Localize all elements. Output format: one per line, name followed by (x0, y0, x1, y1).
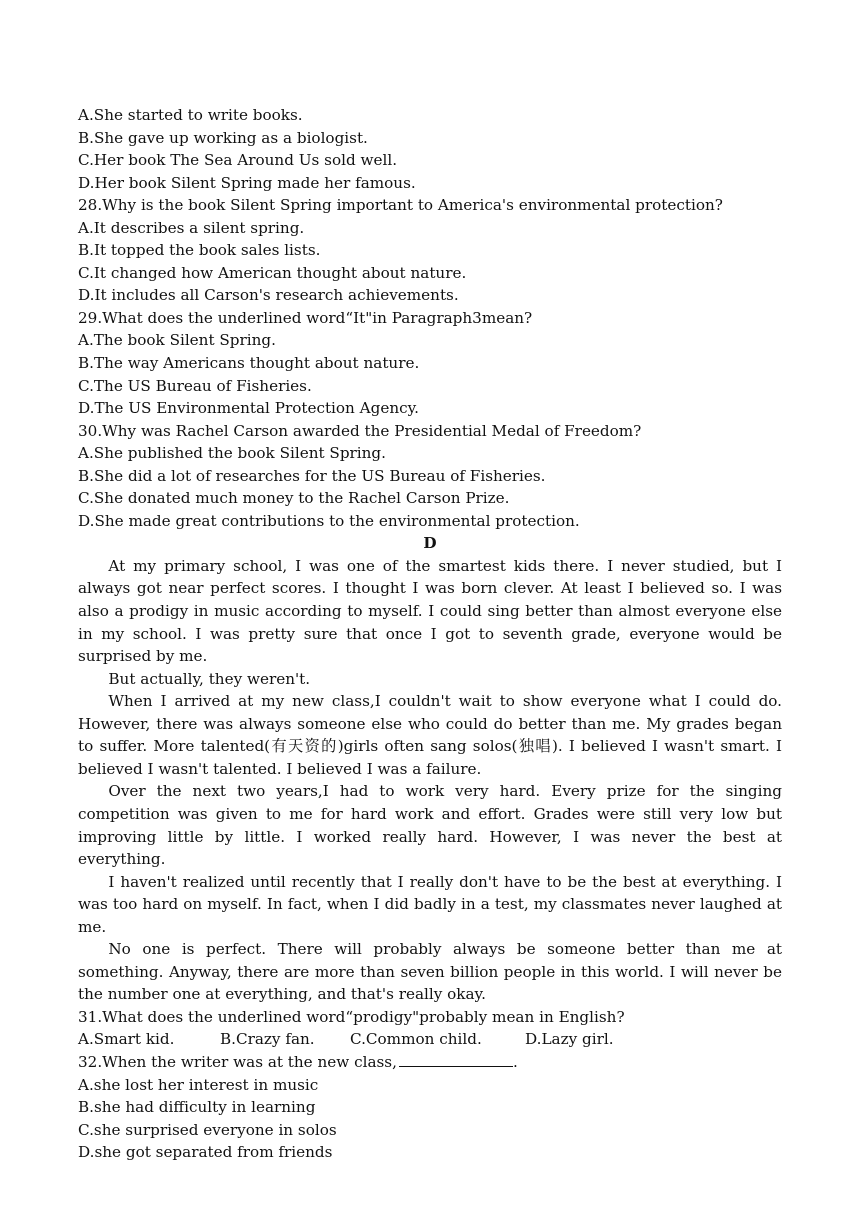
passage-paragraph: Over the next two years,I had to work very hard. Every prize for the singing competition was given to me for hard work and effort. Grades were still very low but improving little by little. I worked really hard. However, I was never the best at everything. (78, 782, 782, 869)
passage-paragraph: When I arrived at my new class,I couldn't wait to show everyone what I could do. However, there was always someone else who could do better than me. My grades began to suffer. More talented(有天资的)girls often sang solos(独唱). I believed I wasn't smart. I believed I wasn't talented. I believed I was a failure. (78, 692, 782, 778)
q28-option-b: B.It topped the book sales lists. (78, 241, 321, 260)
q27-option-c: C.Her book The Sea Around Us sold well. (78, 151, 398, 170)
question-31 (78, 1006, 782, 1051)
q29-option-c: C.The US Bureau of Fisheries. (78, 376, 312, 395)
exam-page (78, 104, 782, 1164)
passage-d (78, 555, 782, 1006)
q31-option-d: D.Lazy girl. (525, 1030, 614, 1049)
q28-option-d: D.It includes all Carson's research achievements. (78, 286, 459, 305)
q27-options (78, 104, 782, 194)
question-32 (78, 1051, 782, 1164)
q30-text: 30.Why was Rachel Carson awarded the Presidential Medal of Freedom? (78, 421, 642, 440)
q30-option-d: D.She made great contributions to the environmental protection. (78, 511, 580, 530)
q29-text: 29.What does the underlined word“It"in Paragraph3mean? (78, 308, 533, 327)
q32-option-d: D.she got separated from friends (78, 1143, 333, 1162)
section-d-title: D (423, 534, 437, 553)
q30-option-c: C.She donated much money to the Rachel Carson Prize. (78, 489, 510, 508)
q27-option-d: D.Her book Silent Spring made her famous. (78, 173, 416, 192)
question-28 (78, 194, 782, 307)
passage-paragraph: I haven't realized until recently that I really don't have to be the best at everything. I was too hard on myself. In fact, when I did badly in a test, my classmates never laughed at me. (78, 872, 782, 936)
q32-text: 32.When the writer was at the new class, (78, 1052, 397, 1071)
q32-stem (78, 1051, 782, 1074)
q31-text: 31.What does the underlined word“prodigy"probably mean in English? (78, 1007, 625, 1026)
q29-option-d: D.The US Environmental Protection Agency. (78, 399, 420, 418)
q28-option-c: C.It changed how American thought about nature. (78, 263, 467, 282)
answer-blank (399, 1052, 513, 1067)
q28-text: 28.Why is the book Silent Spring important to America's environmental protection? (78, 196, 723, 215)
q32-option-b: B.she had difficulty in learning (78, 1098, 316, 1117)
question-29 (78, 307, 782, 420)
q31-option-b: B.Crazy fan. (220, 1030, 315, 1049)
q30-option-a: A.She published the book Silent Spring. (78, 444, 386, 463)
q32-option-a: A.she lost her interest in music (78, 1075, 319, 1094)
q27-option-a: A.She started to write books. (78, 106, 303, 124)
q29-option-b: B.The way Americans thought about nature. (78, 354, 420, 373)
passage-paragraph: At my primary school, I was one of the smartest kids there. I never studied, but I always got near perfect scores. I thought I was born clever. At least I believed so. I was also a prodigy in music according to myself. I could sing better than almost everyone else in my school. I was pretty sure that once I got to seventh grade, everyone would be surprised by me. (78, 556, 782, 666)
q30-option-b: B.She did a lot of researches for the US Bureau of Fisheries. (78, 466, 546, 485)
q31-option-a: A.Smart kid. (78, 1030, 175, 1049)
q28-option-a: A.It describes a silent spring. (78, 218, 305, 237)
question-30 (78, 420, 782, 533)
q31-option-c: C.Common child. (350, 1030, 482, 1049)
q32-option-c: C.she surprised everyone in solos (78, 1120, 337, 1139)
q31-options (78, 1028, 782, 1051)
passage-paragraph: But actually, they weren't. (108, 669, 311, 688)
q32-text-end: . (512, 1052, 518, 1071)
q29-option-a: A.The book Silent Spring. (78, 331, 276, 350)
passage-paragraph: No one is perfect. There will probably always be someone better than me at something. Anyway, there are more than seven billion people in this world. I will never be the number one at everything, and that's really okay. (78, 940, 782, 1004)
q27-option-b: B.She gave up working as a biologist. (78, 128, 368, 147)
